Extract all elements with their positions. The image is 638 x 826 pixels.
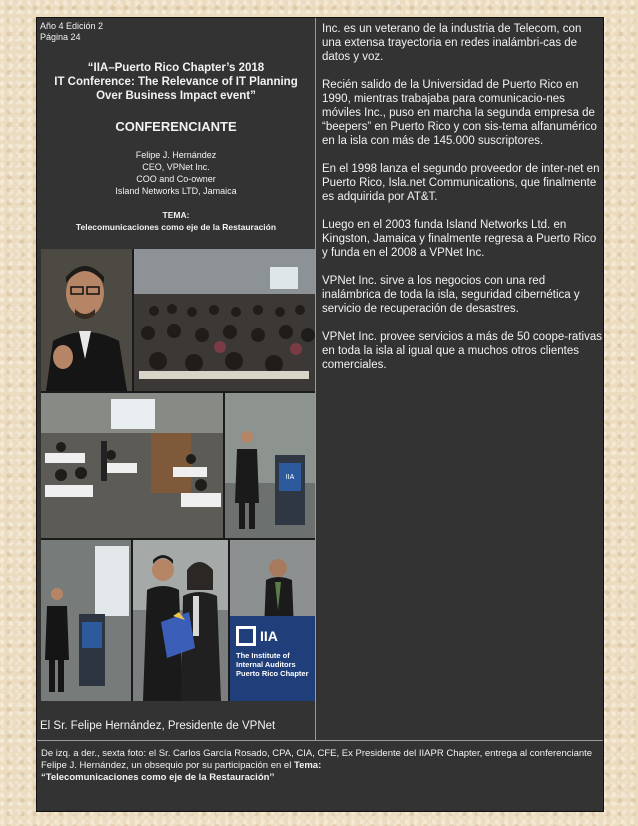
speaker-screen-image bbox=[41, 540, 131, 701]
sign-line1: The Institute of bbox=[236, 651, 290, 660]
speaker-portrait-image bbox=[41, 249, 132, 391]
article-paragraph-6: VPNet Inc. provee servicios a más de 50 coope-rativas en toda la isla al igual que a muchos otros clientes comerciales. bbox=[322, 331, 602, 371]
topic-label: TEMA: bbox=[162, 210, 190, 220]
footer-tema-label: Tema: bbox=[293, 760, 322, 771]
podium-logo-small: IIA bbox=[285, 474, 295, 481]
conference-title-line1: “IIA–Puerto Rico Chapter’s 2018 bbox=[87, 62, 265, 74]
article-paragraph-5: VPNet Inc. sirve a los negocios con una red inalámbrica de toda la isla, seguridad cibernética y servicio de recuperación de desastres. bbox=[322, 275, 580, 315]
newsletter-page bbox=[36, 17, 604, 812]
photo-caption-footer bbox=[37, 740, 603, 812]
article-paragraph-4: Luego en el 2003 funda Island Networks Ltd. en Kingston, Jamaica y finalmente regresa a Puerto Rico y funda en el 2008 a VPNet Inc. bbox=[322, 219, 597, 259]
left-column bbox=[37, 18, 316, 740]
issue-info bbox=[40, 21, 103, 43]
article-text bbox=[322, 22, 602, 386]
article-paragraph-1: Inc. es un veterano de la industria de Telecom, con una extensa trayectoria en redes inalámbri-cas de datos y voz. bbox=[322, 23, 582, 63]
topic-value: Telecomunicaciones como eje de la Restauración bbox=[75, 222, 277, 232]
gift-presentation-image bbox=[133, 540, 228, 701]
photo-speaker-portrait bbox=[41, 249, 132, 391]
conference-title-line3: Over Business Impact event” bbox=[96, 90, 256, 102]
sign-line3: Puerto Rico Chapter bbox=[236, 669, 309, 678]
left-caption: El Sr. Felipe Hernández, Presidente de VPNet bbox=[40, 720, 276, 732]
topic-block bbox=[37, 209, 315, 233]
conference-title bbox=[37, 61, 315, 103]
footer-tema-value: “Telecomunicaciones como eje de la Restauración’’ bbox=[41, 772, 275, 783]
conference-title-line2: IT Conference: The Relevance of IT Planning bbox=[54, 76, 298, 88]
photo-audience-wide bbox=[134, 249, 315, 391]
audience-wide-image bbox=[134, 249, 315, 391]
iia-sign-logo-text: IIA bbox=[260, 628, 278, 644]
photo-gift-presentation bbox=[133, 540, 228, 701]
page-number: Página 24 bbox=[40, 32, 81, 42]
speaker-block bbox=[37, 149, 315, 197]
photo-speaker-podium bbox=[225, 393, 315, 538]
article-paragraph-3: En el 1998 lanza el segundo proveedor de inter-net en Puerto Rico, Isla.net Communications, que finalmente es adquirida por AT&T. bbox=[322, 163, 600, 203]
sign-line2: Internal Auditors bbox=[236, 660, 296, 669]
footer-caption-text: De izq. a der., sexta foto: el Sr. Carlos García Rosado, CPA, CIA, CFE, Ex Presidente del IIAPR Chapter, entrega al conferenciante Felipe J. Hernández, un obsequio por su participación en el bbox=[41, 748, 593, 771]
article-paragraph-2: Recién salido de la Universidad de Puerto Rico en 1990, mientras trabajaba para comunicacio-nes móviles Inc., puso en marcha la segunda empresa de “beepers” en Puerto Rico y con sis-tema alfanumérico en la isla con más de 145.000 suscriptores. bbox=[322, 79, 597, 147]
iia-sign-image bbox=[230, 540, 315, 701]
speaker-role1: CEO, VPNet Inc. bbox=[142, 162, 210, 172]
speaker-role3: Island Networks LTD, Jamaica bbox=[115, 186, 237, 196]
room-presentation-image bbox=[41, 393, 223, 538]
footer-caption bbox=[41, 748, 597, 784]
right-column bbox=[316, 18, 603, 740]
photo-speaker-screen bbox=[41, 540, 131, 701]
speaker-role2: COO and Co-owner bbox=[136, 174, 216, 184]
photo-iia-sign bbox=[230, 540, 315, 701]
photo-collage bbox=[41, 249, 315, 701]
section-heading: CONFERENCIANTE bbox=[115, 119, 237, 134]
speaker-name: Felipe J. Hernández bbox=[135, 150, 217, 160]
year-edition: Año 4 Edición 2 bbox=[40, 21, 104, 31]
iia-logo-mark bbox=[236, 626, 256, 646]
photo-room-presentation bbox=[41, 393, 223, 538]
speaker-podium-image bbox=[225, 393, 315, 538]
